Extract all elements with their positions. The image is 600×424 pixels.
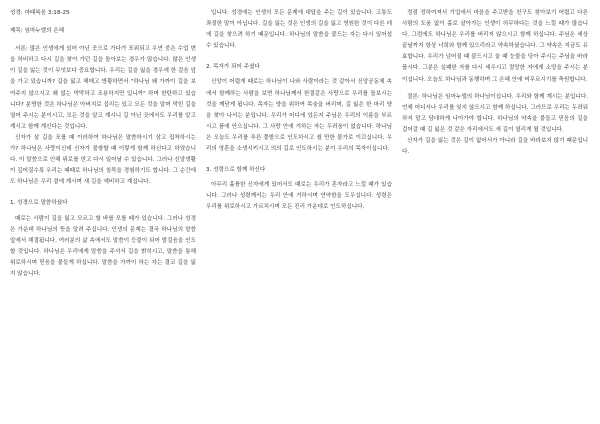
intro-paragraph-2: 신자가 살 길을 포를 때 이러하여 하나님은 말씀하시기 삼고 집착하시는가? 하나님은 사랑이신데 신자가 불쌍할 때 이렇게 함께 하신다고 하였습니다. 이 말씀으로 인해 위로를 얻고 다시 일어날 수 있습니다. 그러나 신앙생활이 깊어질수록 우리는 때때로 하나님의 침묵을 경험하기도 합니다. 그 순간에도 하나님은 우리 곁에 계시며 새 길을 예비하고 계십니다.	[10, 134, 196, 186]
sermon-title: 제목: 임마누엘의 은혜	[10, 28, 65, 35]
scripture-reference: 성경: 마태복음 3:18-25	[10, 10, 70, 16]
section-heading-1: 1. 성경으로 말씀하셨다	[10, 200, 68, 207]
conclusion-paragraph: 결론: 하나님은 임마누엘의 하나님이십니다. 우리와 함께 계시는 분입니다. 언제 어디서나 우리를 잊지 않으시고 함께 하십니다. 그러므로 우리는 두려워하지 말고 담대하게 나아가야 합니다. 하나님의 약속을 붙들고 믿음의 길을 걸어갈 때 길 잃은 것 같은 자리에서도 새 길이 열리게 될 것입니다.	[402, 93, 588, 133]
intro-paragraph: 서론: 많은 인생에게 있어 아닌 곳으로 가다가 포위되고 우연 중은 수업 변을 허비하고 다시 길을 찾아 가던 길을 돌아보는 경우가 많습니다. 많은 인생이 길을 잃는 것이 무엇보다 중요합니다. 우리는 길을 잃을 경우에 한 걸음 앞을 가고 있습니까? 길을 잃고 헤매고 방황하면서 "하나님 왜 가까이 길을 보여주지 않으시고 왜 없는 막막하고 조용하지만 입니까" 하며 한탄하고 있습니다? 분명한 것은 하나님은 아버지로 섭리는 있고 모든 것을 알며 막힌 길을 열어 주시는 분이시고, 모든 것을 알고 계시니 길 아닌 곳에서도 우리를 알고 계시고 함께 계신다는 것입니다.	[10, 46, 196, 130]
closing-paragraph: 신자가 길을 잃는 것은 길이 없어서가 아니라 길을 바라보지 않기 때문입니다.	[402, 138, 588, 156]
continuation-paragraph: 입니다. 성경에는 인생의 모든 문제에 대답을 주는 길이 있습니다. 고통도 좌절한 말이 아닙니다. 길을 잃는 것은 인생의 길을 잃고 영원한 것이 다른 데에 길을 찾으려 하기 때문입니다. 하나님의 말씀을 붙드는 자는 다시 일어설 수 있습니다.	[206, 10, 392, 50]
section-3-body: 아무리 훌륭한 신자에게 있어서도 때로는 우리가 혼자라고 느낄 때가 있습니다. 그러나 성령께서는 우리 안에 거하시며 연약함을 도우십니다. 성령은 우리를 위로하시고 가르치시며 모든 진리 가운데로 인도하십니다.	[206, 182, 392, 211]
continuation-paragraph-right: 정점 정하여져서 기업에서 마음을 주고받을 친구도 찾아보기 어렵고 다른 사람의 도움 없이 홀로 살아가는 인생이 허무하다는 것을 느낄 때가 많습니다. 그럼에도 하나님은 우리를 버리지 않으시고 함께 하십니다. 주님은 세상 끝날까지 항상 너희와 함께 있으리라고 약속하셨습니다. 그 약속은 지금도 유효합니다. 우리가 넘어질 때 붙드시고 울 때 눈물을 닦아 주시는 주님을 바라봅시다. 그분은 실패한 자를 다시 세우시고 절망한 자에게 소망을 주시는 분이십니다. 오늘도 하나님과 동행하며 그 은혜 안에 머무르시기를 축원합니다.	[402, 10, 588, 83]
column-left	[10, 8, 196, 418]
column-middle	[206, 8, 392, 418]
section-2-body: 신앙이 어렵게 때로는 하나님이 나와 사람이라는 것 같아서 신앙공동체 속에서 함께하는 사람을 보면 하나님께서 한결같은 사랑으로 우리를 돌보시는 것을 깨닫게 됩니다. 목자는 양을 위하여 목숨을 버리며, 길 잃은 한 마리 양을 찾아 나서는 분입니다. 우리가 어디에 있든지 주님은 우리의 이름을 부르시고 품에 안으십니다. 그 사랑 안에 거하는 자는 두려움이 없습니다. 하나님은 오늘도 우리를 푸른 풀밭으로 인도하시고 쉴 만한 물가로 이끄십니다. 우리의 영혼을 소생시키시고 의의 길로 인도하시는 분이 우리의 목자이십니다.	[206, 79, 392, 153]
section-1-body: 때로는 사람이 길을 잃고 모르고 할 바를 모를 때가 있습니다. 그러나 성경은 가운데 하나님의 뜻을 알려 주십니다. 인생의 문제는 결국 하나님의 말씀 앞에서 해결됩니다. 여러분의 삶 속에서도 말씀이 등불이 되어 발걸음을 인도할 것입니다. 하나님은 우리에게 말씀을 주셔서 길을 밝히시고, 말씀을 통해 위로하시며 믿음을 붙들게 하십니다. 말씀을 가까이 하는 자는 결코 길을 잃지 않습니다.	[10, 215, 196, 277]
section-heading-3: 3. 성령으로 함께 하신다	[206, 167, 266, 174]
section-heading-2: 2. 목자가 되어 주셨다	[206, 64, 260, 71]
column-right	[402, 8, 588, 418]
